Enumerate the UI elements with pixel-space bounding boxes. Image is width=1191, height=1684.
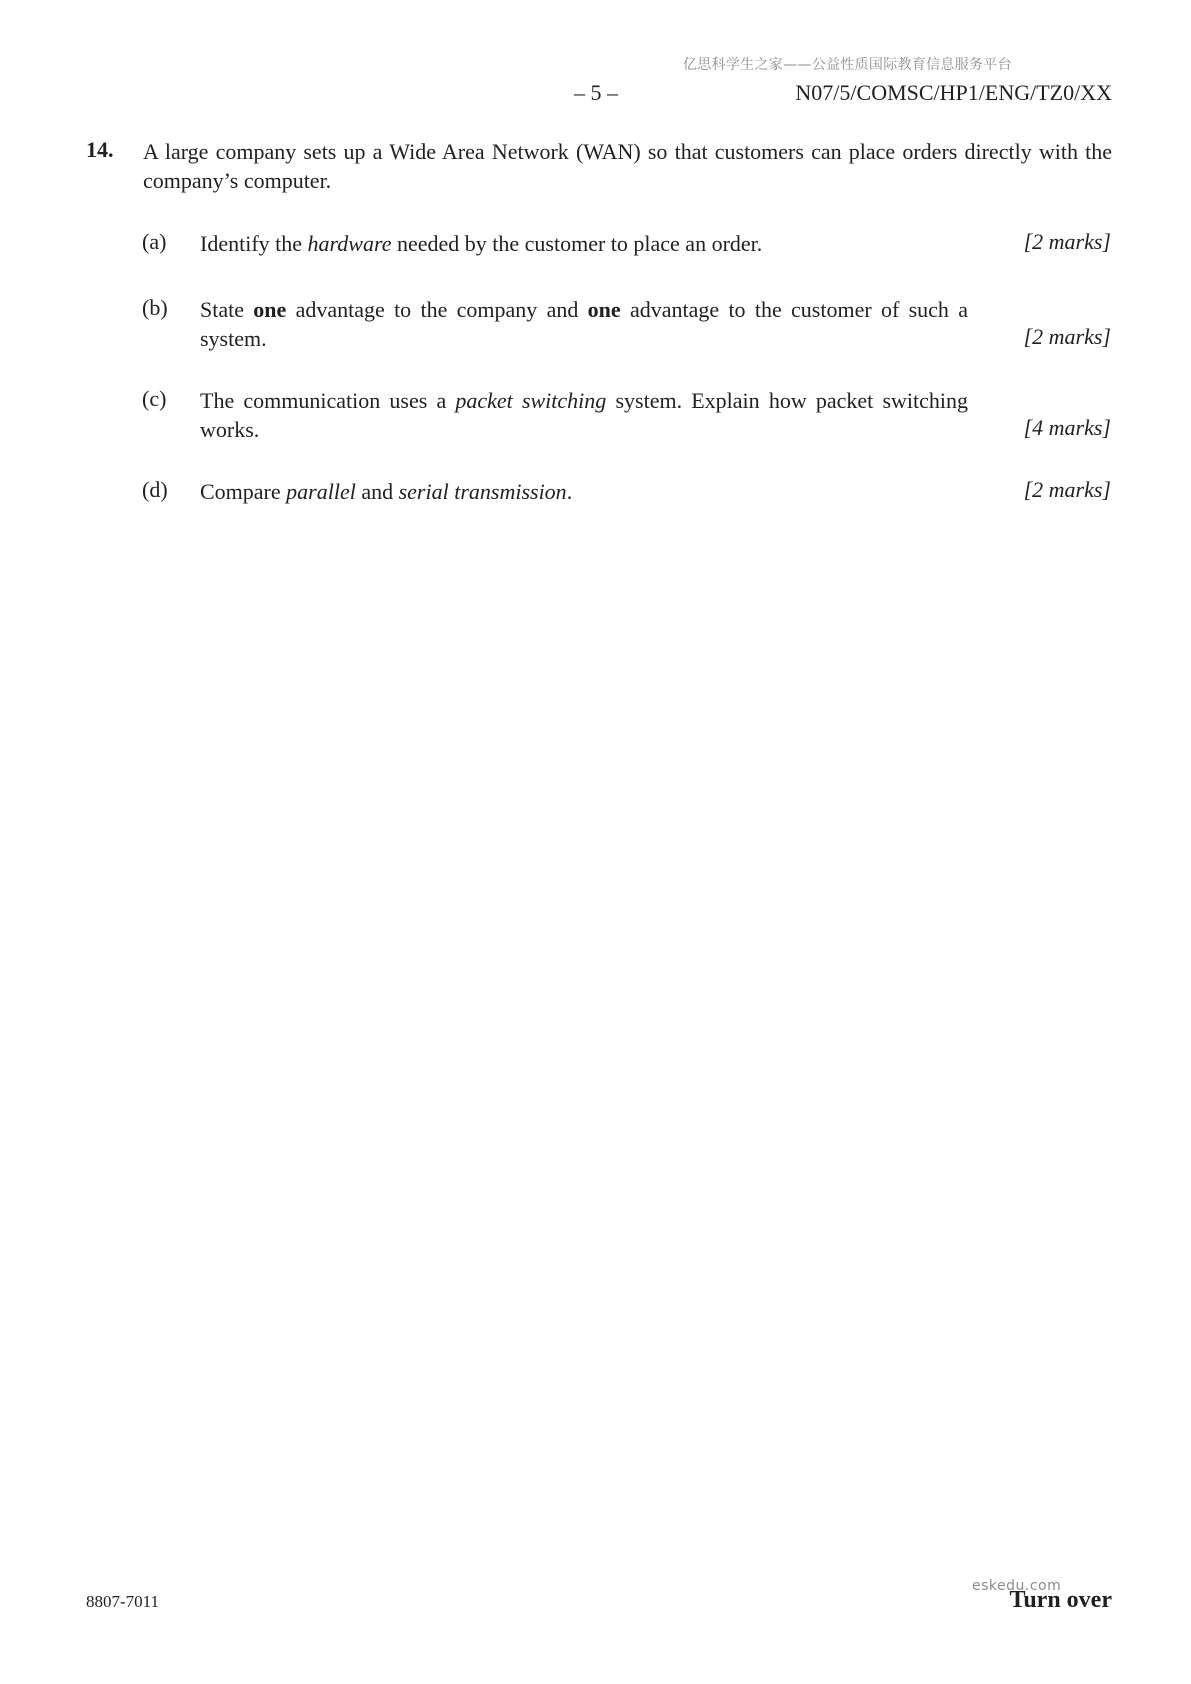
question-number: 14. — [86, 137, 114, 162]
part-b-label: (b) — [142, 295, 168, 320]
document-code: 8807-7011 — [86, 1592, 160, 1611]
footer-watermark: eskedu.com — [972, 1578, 1062, 1594]
part-c-label: (c) — [142, 386, 167, 411]
part-c-text: The communication uses a packet switching system. Explain how packet switching works. — [200, 388, 969, 442]
part-d-text: Compare parallel and serial transmission. — [200, 479, 573, 504]
part-a-text: Identify the hardware needed by the customer to place an order. — [200, 231, 763, 256]
part-b-marks: [2 marks] — [1023, 324, 1111, 349]
paper-code: N07/5/COMSC/HP1/ENG/TZ0/XX — [795, 80, 1112, 105]
header-watermark: 亿思科学生之家——公益性质国际教育信息服务平台 — [683, 57, 1012, 73]
part-c-marks: [4 marks] — [1023, 415, 1111, 440]
question-stem: A large company sets up a Wide Area Network (WAN) so that customers can place orders directly with the company’s computer. — [143, 139, 1112, 193]
page-number: – 5 – — [574, 80, 618, 105]
part-d-marks: [2 marks] — [1023, 477, 1111, 502]
part-b-text: State one advantage to the company and one advantage to the customer of such a system. — [200, 297, 968, 351]
part-d-label: (d) — [142, 477, 168, 502]
part-a-label: (a) — [142, 229, 167, 254]
turn-over-label: Turn over — [1009, 1587, 1112, 1613]
part-a-marks: [2 marks] — [1023, 229, 1111, 254]
